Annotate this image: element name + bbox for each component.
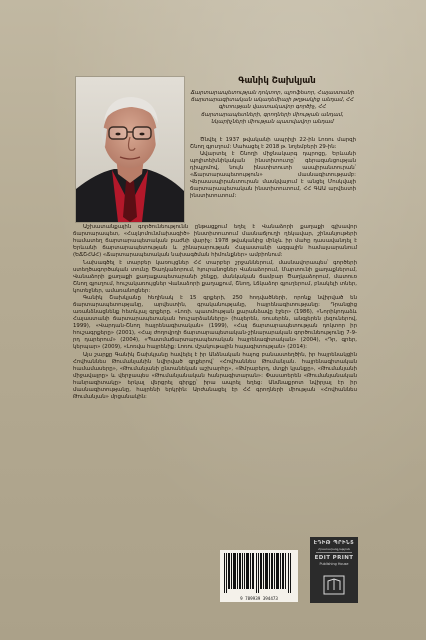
publisher-logo	[310, 537, 358, 603]
publisher-sub-english: Publishing House	[319, 562, 349, 566]
publisher-name-armenian: ԷԴԻԹ ՊՐԻՆՏ	[313, 540, 355, 546]
bio-paragraph: Նախագծել է տարբեր կառույցներ ՀՀ տարբեր շրջաններում, մասնավորապես՝ գործերի ստեղծագործական տունը Ծաղկաձորում, հյուրանոցներ Վանաձորում, Մարտունի քաղաքներում, Վանաձորի քաղաքի քաղաքապետարանի շենքը, մանկական ճամբար Ծաղկաձորում, մատուռ Շնող գյուղում, հուշակառույցներ Վանաձորի քաղաքում, Շնող, Լճկաձոր գյուղերում, բնակելի տներ, կոտեջներ, ամառանոցներ:	[73, 259, 357, 294]
publisher-name-english: EDIT PRINT	[314, 555, 354, 561]
biography-intro	[190, 137, 356, 200]
isbn-number: 9 789939 394473	[240, 596, 278, 601]
bio-paragraph: Ծնվել է 1937 թվականի ապրիլի 22-ին Լոռու մարզի Շնող գյուղում: Մահացել է 2018 թ. նոյեմբերի 29-ին:	[190, 137, 356, 150]
barcode-icon	[224, 553, 294, 593]
publisher-sub-armenian: Հրատարակչություն	[317, 547, 351, 551]
publisher-divider	[316, 552, 352, 553]
author-name: Գանիկ Շախկյան	[238, 76, 316, 86]
author-photo	[76, 77, 184, 222]
bio-paragraph: Գանիկ Շախկյանը հեղինակ է 15 գրքերի, 250 հոդվածների, որոնք նվիրված են ճարտարապետությանը, արվեստին, գրականությանը, հայրենագիտությանը: Դրանցից առանձնացնենք հետևյալ գրքերը. «Լոռի. պատմության քարանձավը էջեր» (1986), «Նորիկոդաձև Հայաստանի ճարտարապետական հուշարձանները» (հայերեն, ռուսերեն, անգլերեն լեզուներով, 1999), «Վարդան-Շնող հայրենագիտական» (1999), «Հայ ճարտարապետության դոկտոր իր հուշագրքերը» (2001), «Հայ ժողովրդի ճարտարապետական-շինարարական գործունեությունը 7-9-րդ դարերում» (2004), «Պատմաճարտարապետական հայրենագիտական» (2004), «Դր, գրեր, կերպար» (2009), «Լոռվա հայրենիք: Լոռու մշակութային հայագիտության» (2014):	[73, 295, 357, 351]
bio-paragraph: Ավարտել է Շնողի միջնակարգ դպրոցը, Երևանի պոլիտեխնիկական ինստիտուտը՝ գերազանցության դիպլոմով, նույն ինստիտուտի ասպիրանտուրան՝ «Ճարտարապետություն» մասնագիտությամբ: Վերաասպիրանտուրան մասկվայում է անցել Մոսկվայի ճարտարապետական ինստիտուտում, ՀՀ ԳԱԱ արվեստի ինստիտուտում:	[190, 151, 356, 199]
isbn-barcode	[220, 550, 298, 602]
author-titles: Ճարտարապետության դոկտոր, պրոֆեսոր, Հայաստանի ճարտարագիտական ակադեմիայի թղթակից անդամ, ՀՀ գիտության վաստակավոր գործիչ, ՀՀ ճարտարապետների, գրողների միության անդամ, նկարիչների միության պատվավոր անդամ	[190, 90, 355, 125]
bio-paragraph: Աշխատանքային գործունեությունն ընթացքում եղել է Վանաձորի քաղաքի գլխավոր ճարտարապետ, «Հայկոմունմախագիծ» ինստիտուտում մասնաճյուղի ղեկավար, շինանյութերի համատեղ ճարտարապետական բաժնի վարիչ: 1978 թվականից մինչև իր մահը դասավանդել է Երևանի ճարտարապետության և շինարարության Հայաստանի ազգային համալսարանում (ԵՃՇՀԱՀ) «Ճարտարապետական նախագծման հիմունքներ» ամբիոնում:	[73, 224, 357, 258]
publisher-emblem-icon	[310, 573, 358, 597]
biography-body	[73, 224, 357, 401]
bio-paragraph: Այս շարքը Գանիկ Շախկյանը հավելել է իր Անձնական հայոց բանաստեղծին, իր հայրենակցին Հովհաննես Թումանյանին նվիրված գրքերով՝ «Հովհաննես Թումանյան. հայրենագիտական համամասերը», «Թումանյանի ընտանեկան աշխարհը», «Թմրաբերդ, մտքի կյանքը», «Թումանյանի միջավայրը» և վերջապես «Թումանյանական հանրագիտարան»: Փասաոերեն «Թումանյանական հանրագիտակը» երկալ վերցրել գիրքը՝ իրա ապրել եղեց: Անմնաքրոտ նվիրյալ էր իր մասնագիտությանը, հայրենի երկրին: Արժանացել էր ՀՀ գրողների միության «Հովհաննես Թումանյան» մրցանակին:	[73, 351, 357, 400]
